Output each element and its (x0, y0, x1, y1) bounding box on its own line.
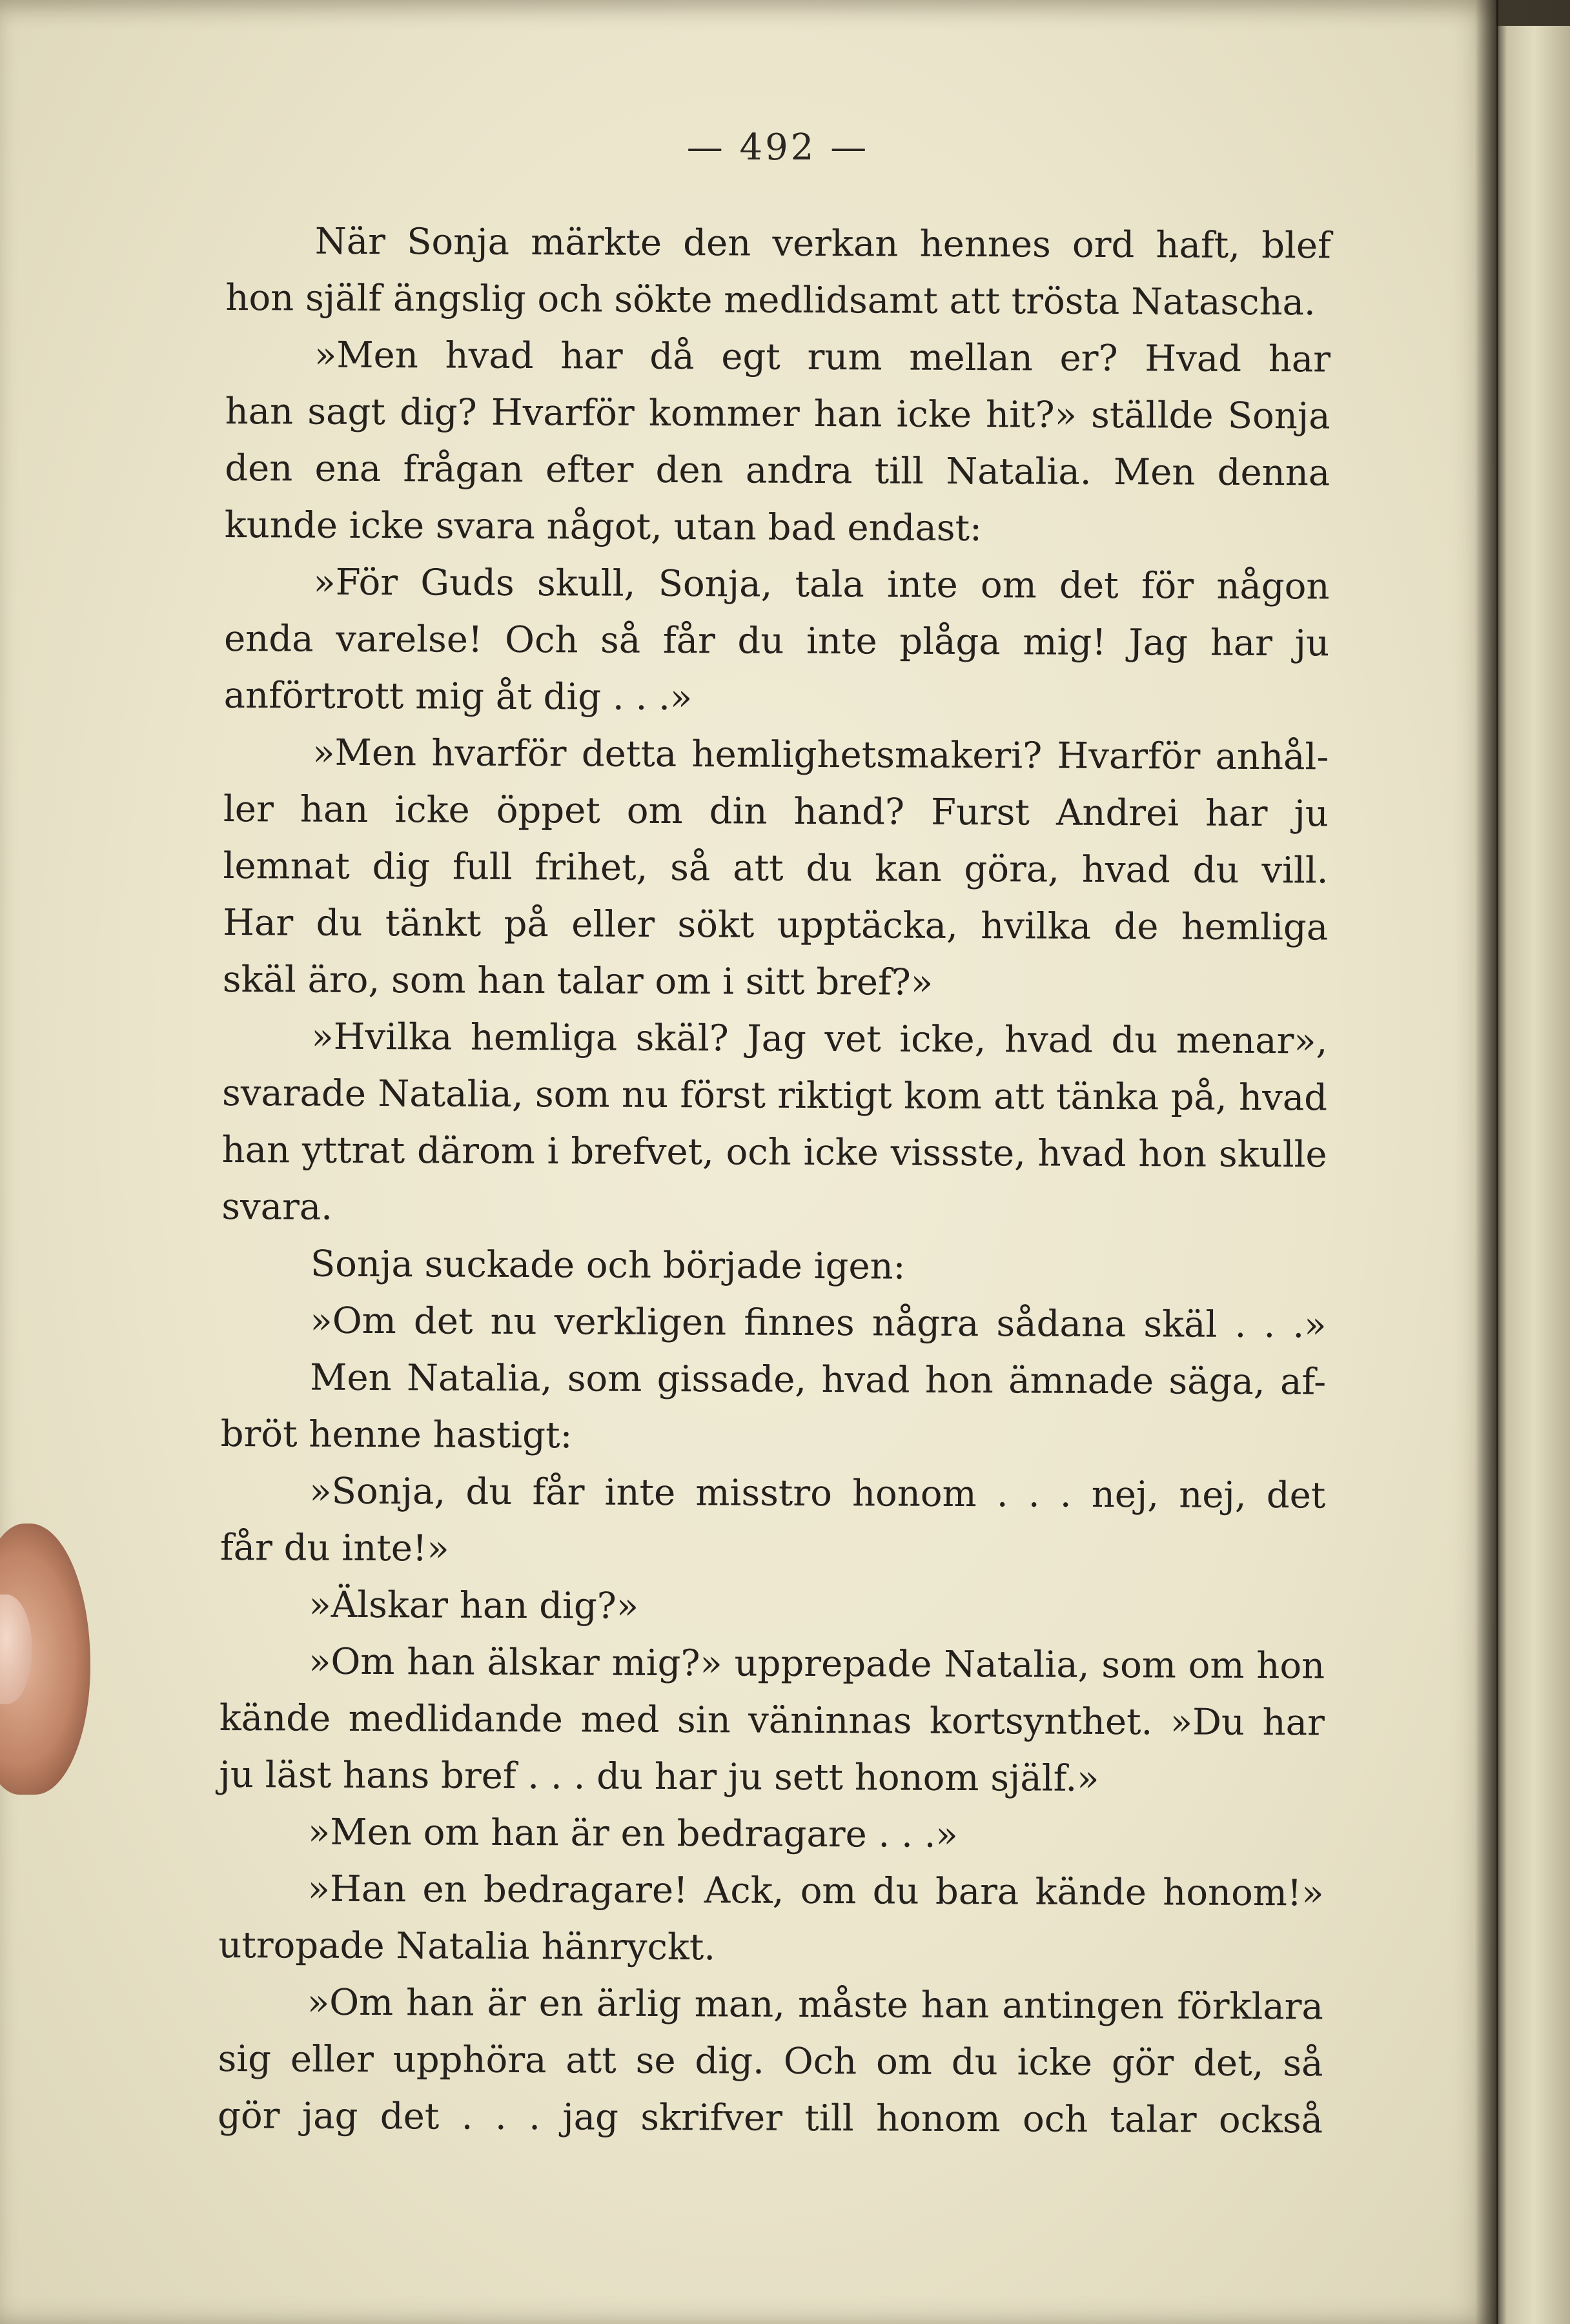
text-line: »Han en bedragare! Ack, om du bara kände honom!» (307, 1868, 1324, 1915)
text-line: »För Guds skull, Sonja, tala inte om det för någon (313, 561, 1330, 608)
text-line: ju läst hans bref . . . du har ju sett honom själf.» (219, 1753, 1099, 1800)
text-line: kände medlidande med sin väninnas kortsynthet. »Du har (219, 1697, 1325, 1744)
text-line: den ena frågan efter den andra till Natalia. Men denna (225, 447, 1330, 494)
text-line: När Sonja märkte den verkan hennes ord haft, blef (314, 220, 1331, 267)
text-line: enda varelse! Och så får du inte plåga mig! Jag har ju (223, 617, 1330, 665)
text-line: svara. (221, 1185, 333, 1228)
text-line: han yttrat därom i brefvet, och icke vissste, hvad hon skulle (221, 1128, 1327, 1176)
text-line: »Men hvad har då egt rum mellan er? Hvad har (314, 334, 1331, 381)
text-line: gör jag det . . . jag skrifver till honom och talar också (217, 2094, 1323, 2142)
text-line: sig eller upphöra att se dig. Och om du icke gör det, så (218, 2037, 1323, 2085)
text-line: »Men om han är en bedragare . . .» (307, 1811, 958, 1856)
text-line: »Sonja, du får inte misstro honom . . . nej, nej, det (309, 1470, 1326, 1517)
text-line: Sonja suckade och började igen: (310, 1243, 906, 1288)
text-line: ler han icke öppet om din hand? Furst Andrei har ju (223, 788, 1329, 835)
text-line: anförtrott mig åt dig . . .» (223, 674, 693, 719)
next-page-edge (1491, 26, 1570, 2324)
text-line: »Men hvarför detta hemlighetsmakeri? Hvarför anhål- (312, 731, 1329, 779)
text-line: »Hvilka hemliga skäl? Jag vet icke, hvad du menar», (311, 1015, 1328, 1063)
spine-shadow (1475, 0, 1498, 2324)
text-line: »Om det nu verkligen finnes några sådana skäl . . .» (310, 1300, 1327, 1347)
text-line: Men Natalia, som gissade, hvad hon ämnade säga, af- (309, 1356, 1327, 1403)
text-line: »Om han älskar mig?» upprepade Natalia, som om hon (309, 1640, 1325, 1687)
text-line: »Älskar han dig?» (309, 1584, 639, 1627)
body-text (218, 213, 1331, 2149)
text-line: lemnat dig full frihet, så att du kan göra, hvad du vill. (223, 844, 1329, 892)
text-line: får du inte!» (219, 1526, 449, 1570)
text-line: Har du tänkt på eller sökt upptäcka, hvilka de hemliga (223, 901, 1329, 949)
text-line: bröt henne hastigt: (220, 1412, 573, 1457)
text-line: hon själf ängslig och sökte medlidsamt att trösta Natascha. (225, 276, 1316, 324)
text-line: han sagt dig? Hvarför kommer han icke hit?» ställde Sonja (225, 390, 1330, 438)
text-line: svarade Natalia, som nu först riktigt kom att tänka på, hvad (221, 1072, 1328, 1119)
text-line: »Om han är en ärlig man, måste han antingen förklara (307, 1981, 1324, 2028)
text-line: kunde icke svara något, utan bad endast: (224, 504, 983, 550)
text-line: skäl äro, som han talar om i sitt bref?» (222, 958, 933, 1004)
page-number: — 492 — (686, 127, 870, 168)
text-line: utropade Natalia hänryckt. (218, 1924, 716, 1969)
